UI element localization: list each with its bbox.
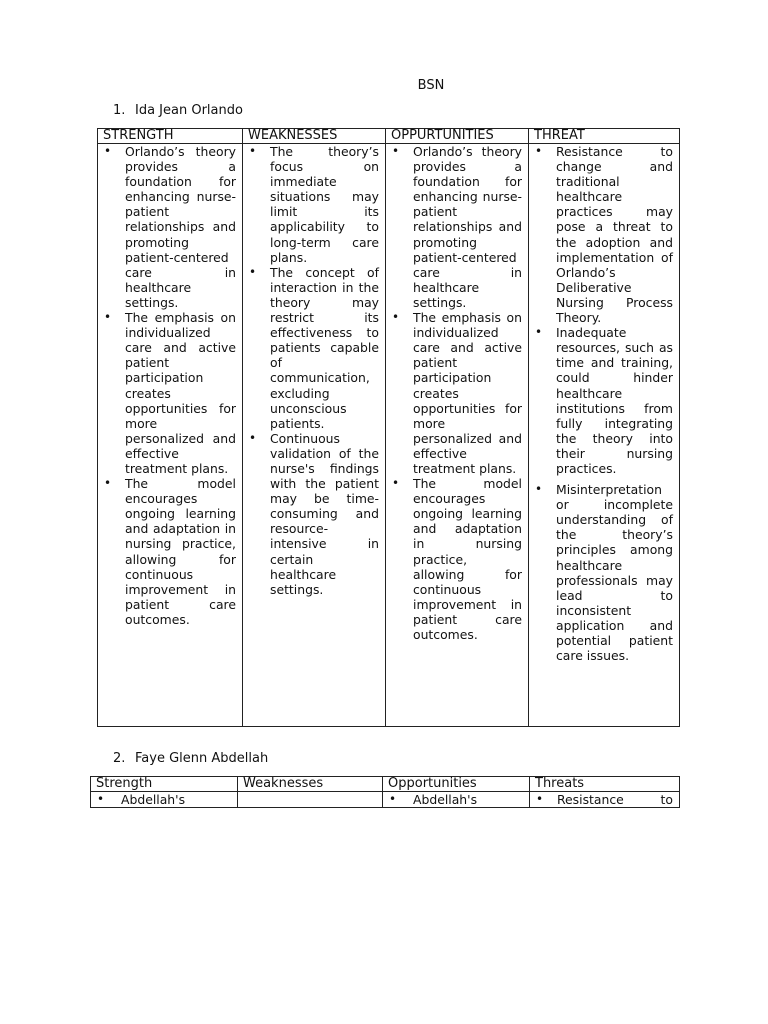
column-header-threat: THREAT (529, 129, 680, 144)
list-item: • Continuous validation of the nurse's findings with the patient may be time-consuming and resource-intensive in certain healthcare settings. (248, 431, 379, 597)
list-item: • The emphasis on individualized care and active patient participation creates opportunities for more personalized and effective treatment plans. (103, 310, 236, 476)
page-header: BSN (417, 78, 445, 93)
list-item: • Inadequate resources, such as time and training, could hinder healthcare institutions from fully integrating the theory into their nursing practices. (534, 325, 673, 476)
list-item: • Resistance to change and traditional healthcare practices may pose a threat to the adoption and implementation of Orlando’s Deliberative Nursing Process Theory. (534, 144, 673, 325)
threats-cell (530, 792, 680, 808)
list-item: • Resistance to (535, 792, 673, 807)
table-header-row (98, 129, 680, 144)
list-item: • The concept of interaction in the theory may restrict its effectiveness to patients capable of communication, excluding unconscious patients. (248, 265, 379, 431)
list-item: • Abdellah's (96, 792, 231, 807)
section-title: Faye Glenn Abdellah (135, 751, 269, 766)
section-title: Ida Jean Orlando (135, 103, 243, 118)
threats-cell (529, 144, 680, 727)
column-header-threats: Threats (530, 777, 680, 792)
list-item: • Abdellah's (388, 792, 523, 807)
column-header-strength: Strength (91, 777, 238, 792)
list-item: • Orlando’s theory provides a foundation for enhancing nurse-patient relationships and promoting patient-centered care in healthcare settings. (391, 144, 522, 310)
section-heading-2 (113, 751, 268, 766)
table-row (98, 144, 680, 727)
list-item: • Misinterpretation or incomplete understanding of the theory’s principles among healthcare professionals may lead to inconsistent application and potential patient care issues. (534, 482, 673, 663)
list-item: • The model encourages ongoing learning and adaptation in nursing practice, allowing for continuous improvement in patient care outcomes. (103, 476, 236, 627)
section-number: 2. (113, 751, 126, 766)
opportunities-cell (386, 144, 529, 727)
strengths-cell (91, 792, 238, 808)
swot-table-orlando (97, 128, 680, 727)
strengths-cell (98, 144, 243, 727)
weaknesses-cell (238, 792, 383, 808)
list-item: • The model encourages ongoing learning and adaptation in nursing practice, allowing for continuous improvement in patient care outcomes. (391, 476, 522, 642)
list-item: • Orlando’s theory provides a foundation for enhancing nurse-patient relationships and promoting patient-centered care in healthcare settings. (103, 144, 236, 310)
list-item: • The emphasis on individualized care and active patient participation creates opportunities for more personalized and effective treatment plans. (391, 310, 522, 476)
column-header-weaknesses: Weaknesses (238, 777, 383, 792)
table-row (91, 792, 680, 808)
section-heading-1 (113, 103, 243, 118)
column-header-strength: STRENGTH (98, 129, 243, 144)
section-number: 1. (113, 103, 126, 118)
swot-table-abdellah (90, 776, 680, 808)
column-header-weaknesses: WEAKNESSES (243, 129, 386, 144)
column-header-opportunities: Opportunities (383, 777, 530, 792)
table-header-row (91, 777, 680, 792)
list-item: • The theory’s focus on immediate situations may limit its applicability to long-term care plans. (248, 144, 379, 265)
opportunities-cell (383, 792, 530, 808)
weaknesses-cell (243, 144, 386, 727)
column-header-opportunities: OPPURTUNITIES (386, 129, 529, 144)
